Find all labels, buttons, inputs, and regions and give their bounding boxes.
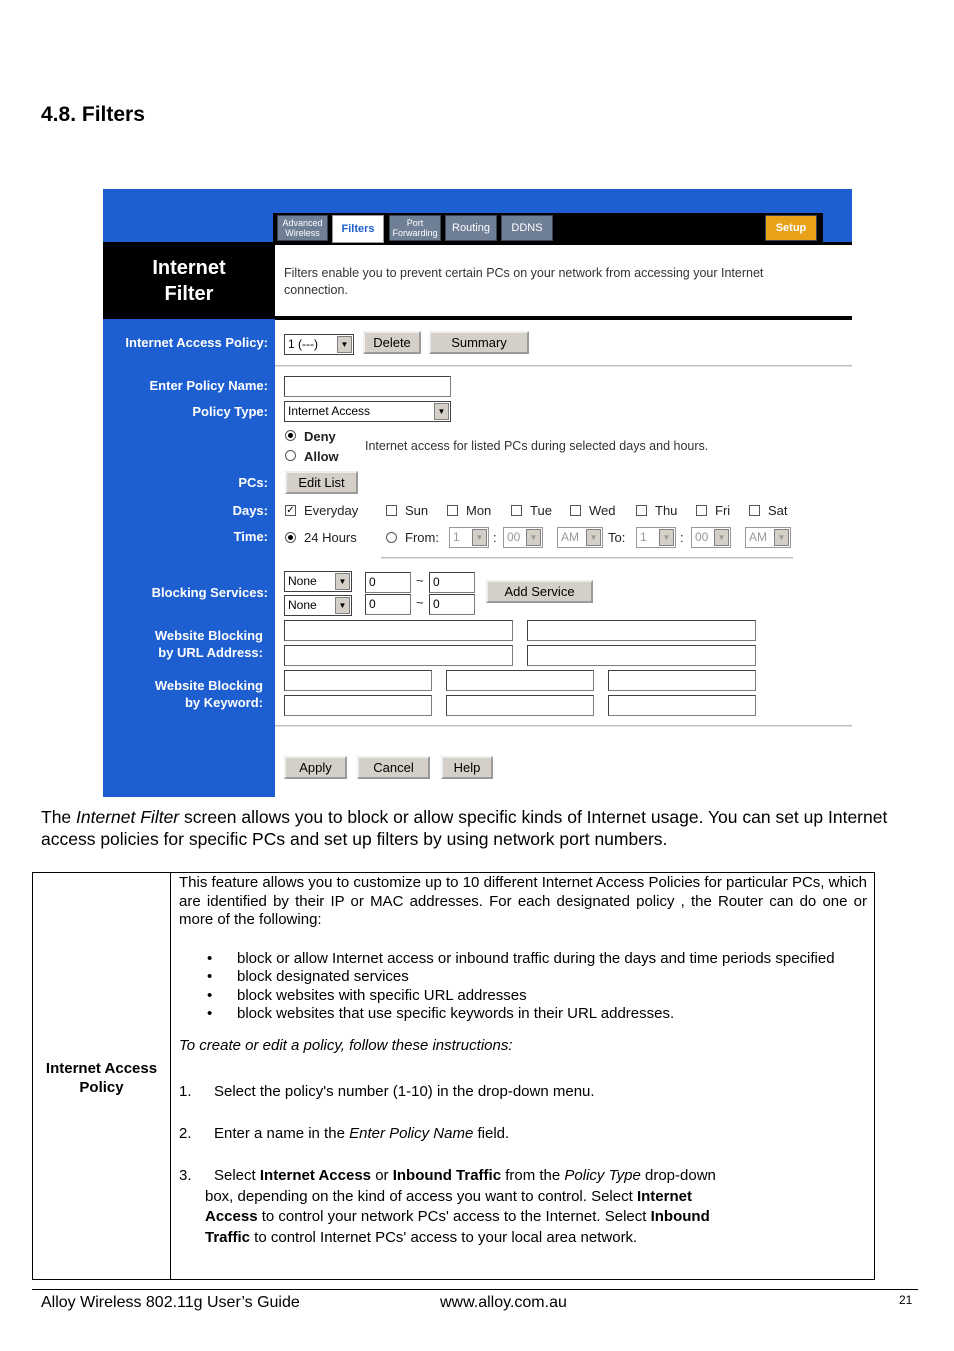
delete-button[interactable]: Delete — [363, 331, 421, 354]
label-website-keyword — [103, 677, 263, 711]
step-3-text-c: or — [371, 1167, 393, 1184]
table-divider — [170, 873, 171, 1279]
step-2-text-b: field. — [473, 1124, 510, 1142]
section-heading: 4.8. Filters — [41, 103, 145, 126]
step-3-text-f: to control your network PCs' access to the Internet. Select — [257, 1208, 651, 1225]
label-time: Time: — [233, 529, 268, 544]
dropdown-arrow-icon: ▼ — [659, 529, 674, 546]
tue-label: Tue — [530, 503, 552, 518]
filters-description: Filters enable you to prevent certain PCs on your network from accessing your Internet connection. — [284, 266, 764, 297]
wed-checkbox[interactable] — [570, 505, 581, 516]
policy-select-value: 1 (---) — [288, 337, 318, 351]
to-minute-value: 00 — [695, 530, 709, 544]
tab-ddns[interactable]: DDNS — [501, 215, 553, 241]
tab-routing[interactable]: Routing — [445, 215, 497, 241]
step-3 — [179, 1166, 867, 1248]
to-hour-value: 1 — [640, 530, 647, 544]
feature-name-cell — [33, 1059, 170, 1097]
separator — [275, 725, 852, 727]
step-3-text-a: Select — [214, 1167, 260, 1184]
service-select-1-value: None — [288, 574, 317, 588]
from-label: From: — [405, 530, 439, 545]
label-website-url-2: by URL Address: — [158, 645, 263, 660]
feature-bullet-list — [179, 950, 867, 1024]
from-ampm-select[interactable] — [557, 527, 603, 548]
url-block-input-3[interactable] — [284, 645, 513, 666]
colon: : — [680, 530, 684, 545]
keyword-block-input-1[interactable] — [284, 670, 432, 691]
list-item: • block websites that use specific keywords in their URL addresses. — [179, 1005, 867, 1024]
apply-button[interactable]: Apply — [284, 756, 347, 779]
dropdown-arrow-icon: ▼ — [335, 597, 350, 614]
list-item: • block websites with specific URL addresses — [179, 987, 867, 1006]
list-item: • block or allow Internet access or inbound traffic during the days and time periods specified — [179, 950, 867, 969]
step-2-text-a: Enter a name in the — [214, 1124, 350, 1142]
step-number: 2. — [179, 1124, 192, 1142]
tab-filters[interactable]: Filters — [332, 215, 384, 243]
feature-para: This feature allows you to customize up to 10 different Internet Access Policies for particular PCs, which are identified by their IP or MAC addresses. For each designated policy , the Router can do one or more of the following: — [179, 874, 867, 928]
label-access-policy: Internet Access Policy: — [125, 335, 268, 350]
step-2 — [179, 1125, 867, 1144]
service-1-from-port[interactable]: 0 — [365, 572, 411, 593]
from-radio[interactable] — [386, 532, 397, 543]
sat-checkbox[interactable] — [749, 505, 760, 516]
deny-radio[interactable] — [285, 430, 296, 441]
step-number: 3. — [179, 1167, 192, 1184]
step-3-italic: Policy Type — [564, 1167, 641, 1184]
title-line-2: Filter — [164, 283, 214, 305]
everyday-checkbox[interactable]: ✓ — [286, 505, 295, 516]
from-hour-select[interactable] — [449, 527, 489, 548]
to-ampm-select[interactable] — [745, 527, 791, 548]
label-policy-name: Enter Policy Name: — [149, 378, 268, 393]
cancel-button[interactable]: Cancel — [357, 756, 430, 779]
step-3-bold-3: Internet Access — [205, 1187, 692, 1225]
to-label: To: — [608, 530, 626, 545]
everyday-label: Everyday — [304, 503, 359, 518]
label-pcs: PCs: — [238, 475, 268, 490]
keyword-block-input-4[interactable] — [284, 695, 432, 716]
tue-checkbox[interactable] — [511, 505, 522, 516]
separator — [381, 557, 793, 559]
list-item: • block designated services — [179, 968, 867, 987]
step-3-bold-1: Internet Access — [259, 1167, 372, 1184]
edit-list-button[interactable]: Edit List — [285, 471, 358, 494]
to-ampm-value: AM — [749, 530, 767, 544]
intro-text-1: The — [41, 807, 77, 827]
keyword-block-input-3[interactable] — [608, 670, 756, 691]
footer-title: Alloy Wireless 802.11g User’s Guide — [41, 1294, 300, 1311]
step-1 — [179, 1083, 867, 1102]
step-number: 1. — [179, 1083, 192, 1100]
from-hour-value: 1 — [453, 530, 460, 544]
policy-select[interactable] — [284, 334, 354, 355]
dropdown-arrow-icon: ▼ — [526, 529, 541, 546]
step-3-bold-4: Inbound Traffic — [205, 1208, 710, 1246]
header-divider — [275, 316, 852, 320]
step-2-italic: Enter Policy Name — [349, 1124, 474, 1142]
service-1-to-port[interactable]: 0 — [429, 572, 475, 593]
hours24-label: 24 Hours — [304, 530, 357, 545]
thu-checkbox[interactable] — [636, 505, 647, 516]
tilde: ~ — [416, 573, 424, 588]
service-select-1[interactable] — [284, 571, 352, 592]
instructions-text: To create or edit a policy, follow these instructions: — [179, 1036, 513, 1054]
keyword-block-input-5[interactable] — [446, 695, 594, 716]
add-service-button[interactable]: Add Service — [486, 580, 593, 603]
policy-type-value: Internet Access — [288, 404, 371, 418]
allow-label: Allow — [304, 449, 339, 464]
instructions-intro — [179, 1037, 867, 1056]
to-hour-select[interactable] — [636, 527, 676, 548]
intro-text-2: screen allows you to block or allow specific kinds of Internet usage. You can set up Internet access policies for specific PCs and set up filters by using network port numbers. — [41, 807, 888, 849]
service-select-2-value: None — [288, 598, 317, 612]
router-screenshot — [103, 189, 852, 797]
hours24-radio[interactable] — [285, 532, 296, 543]
tab-port-forwarding[interactable]: Port Forwarding — [389, 215, 441, 241]
policy-name-input[interactable] — [284, 376, 451, 397]
summary-button[interactable]: Summary — [429, 331, 529, 354]
intro-paragraph — [41, 806, 921, 850]
keyword-block-input-2[interactable] — [446, 670, 594, 691]
dropdown-arrow-icon: ▼ — [472, 529, 487, 546]
service-select-2[interactable] — [284, 595, 352, 616]
step-3-text-e: drop-down box, depending on the kind of access you want to control. Select — [205, 1167, 716, 1205]
help-button[interactable]: Help — [441, 756, 493, 779]
sat-label: Sat — [768, 503, 788, 518]
internet-filter-title — [103, 255, 275, 307]
service-2-from-port[interactable]: 0 — [365, 594, 411, 615]
wed-label: Wed — [589, 503, 616, 518]
dropdown-arrow-icon: ▼ — [337, 336, 352, 353]
dropdown-arrow-icon: ▼ — [586, 529, 601, 546]
dropdown-arrow-icon: ▼ — [335, 573, 350, 590]
keyword-block-input-6[interactable] — [608, 695, 756, 716]
footer-rule — [32, 1289, 918, 1290]
dropdown-arrow-icon: ▼ — [714, 529, 729, 546]
policy-type-select[interactable] — [284, 401, 451, 422]
url-block-input-1[interactable] — [284, 620, 513, 641]
separator — [275, 365, 852, 367]
tilde: ~ — [416, 595, 424, 610]
step-3-text-d: from the — [501, 1167, 565, 1184]
from-ampm-value: AM — [561, 530, 579, 544]
label-website-kw-2: by Keyword: — [184, 695, 263, 710]
feature-name-line-1: Internet Access — [45, 1060, 158, 1077]
step-1-text: Select the policy's number (1-10) in the drop-down menu. — [214, 1083, 595, 1100]
page-number: 21 — [899, 1293, 913, 1307]
sun-label: Sun — [405, 503, 429, 518]
feature-description-cell — [179, 874, 867, 1248]
thu-label: Thu — [655, 503, 678, 518]
feature-name-line-2: Policy — [79, 1079, 124, 1096]
mon-checkbox[interactable] — [447, 505, 458, 516]
footer-url: www.alloy.com.au — [440, 1294, 567, 1311]
mon-label: Mon — [466, 503, 492, 518]
deny-label: Deny — [304, 429, 336, 444]
step-3-bold-2: Inbound Traffic — [392, 1167, 502, 1184]
to-minute-select[interactable] — [691, 527, 731, 548]
label-days: Days: — [232, 503, 268, 518]
tab-advanced-wireless[interactable]: Advanced Wireless — [277, 215, 328, 241]
allow-radio[interactable] — [285, 450, 296, 461]
label-website-kw-1: Website Blocking — [154, 678, 263, 693]
colon: : — [493, 530, 497, 545]
from-minute-value: 00 — [507, 530, 521, 544]
title-line-1: Internet — [152, 257, 226, 279]
service-2-to-port[interactable]: 0 — [429, 594, 475, 615]
deny-allow-description: Internet access for listed PCs during selected days and hours. — [365, 439, 709, 453]
from-minute-select[interactable] — [503, 527, 543, 548]
feature-table — [32, 872, 875, 1280]
label-policy-type: Policy Type: — [192, 404, 268, 419]
step-3-text-g: to control Internet PCs' access to your local area network. — [250, 1228, 638, 1246]
label-website-url — [103, 627, 263, 661]
intro-italic: Internet Filter — [76, 807, 180, 827]
url-block-input-2[interactable] — [527, 620, 756, 641]
fri-checkbox[interactable] — [696, 505, 707, 516]
sun-checkbox[interactable] — [386, 505, 397, 516]
url-block-input-4[interactable] — [527, 645, 756, 666]
fri-label: Fri — [715, 503, 731, 518]
label-website-url-1: Website Blocking — [154, 628, 263, 643]
tab-setup[interactable]: Setup — [765, 215, 817, 241]
dropdown-arrow-icon: ▼ — [434, 403, 449, 420]
dropdown-arrow-icon: ▼ — [774, 529, 789, 546]
label-blocking-services: Blocking Services: — [151, 585, 268, 600]
